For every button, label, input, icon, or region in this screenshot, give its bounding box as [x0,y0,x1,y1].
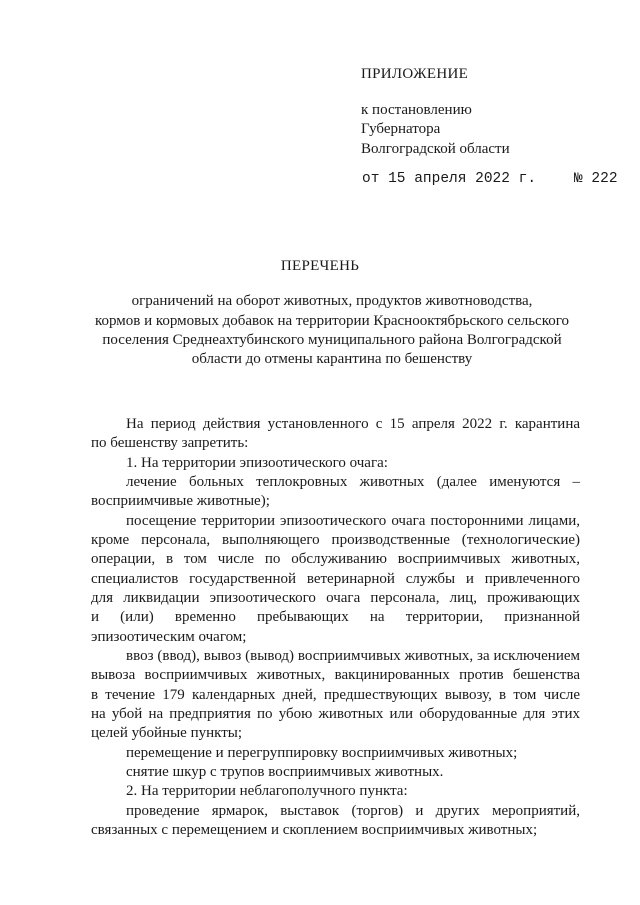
document-title: ПЕРЕЧЕНЬ [280,258,360,274]
body-line: специалистов государственной ветеринарной службы и привлеченного [91,571,580,587]
body-line: перемещение и перегруппировку восприимчивых животных; [126,745,518,761]
body-line: 2. На территории неблагополучного пункта: [126,783,408,799]
decree-date: от 15 апреля 2022 г. [362,171,537,187]
body-line: 1. На территории эпизоотического очага: [126,455,388,471]
body-line: проведение ярмарок, выставок (торгов) и других мероприятий, [126,803,580,819]
body-line: вывоза восприимчивых животных, вакцинированных против бешенства [91,667,580,683]
subtitle-line: области до отмены карантина по бешенству [191,351,473,367]
body-line: На период действия установленного с 15 апреля 2022 г. карантина [126,416,580,432]
subtitle-line: ограничений на оборот животных, продуктов животноводства, [131,293,533,309]
body-line: восприимчивые животные); [91,493,270,509]
appendix-heading: ПРИЛОЖЕНИЕ [361,66,469,82]
body-line: в течение 179 календарных дней, предшествующих вывозу, в том числе [91,687,580,703]
subtitle-line: кормов и кормовых добавок на территории Краснооктябрьского сельского [94,313,570,329]
subtitle-line: поселения Среднеахтубинского муниципального района Волгоградской [102,332,562,348]
header-region: Волгоградской области [361,141,510,157]
body-line: по бешенству запретить: [91,435,249,451]
body-line: операции, в том числе по обслуживанию восприимчивых животных, [91,551,580,567]
body-line: снятие шкур с трупов восприимчивых животных. [126,764,444,780]
decree-line [362,171,618,187]
body-line: связанных с перемещением и скоплением восприимчивых животных; [91,822,538,838]
body-line: кроме персонала, выполняющего производственные (технологические) [91,532,580,548]
body-line: и (или) временно пребывающих на территории, признанной [91,609,580,625]
decree-number: № 222 [574,171,618,187]
body-line: лечение больных теплокровных животных (далее именуются – [126,474,580,490]
body-line: эпизоотическим очагом; [91,629,247,645]
body-line: на убой на предприятия по убою животных или оборудованные для этих [91,706,580,722]
body-line: целей убойные пункты; [91,725,243,741]
header-to-decree: к постановлению [361,102,472,118]
body-line: для ликвидации эпизоотического очага персонала, лиц, проживающих [91,590,580,606]
header-governor: Губернатора [361,121,441,137]
body-line: посещение территории эпизоотического очага посторонними лицами, [126,513,580,529]
body-line: ввоз (ввод), вывоз (вывод) восприимчивых животных, за исключением [126,648,580,664]
